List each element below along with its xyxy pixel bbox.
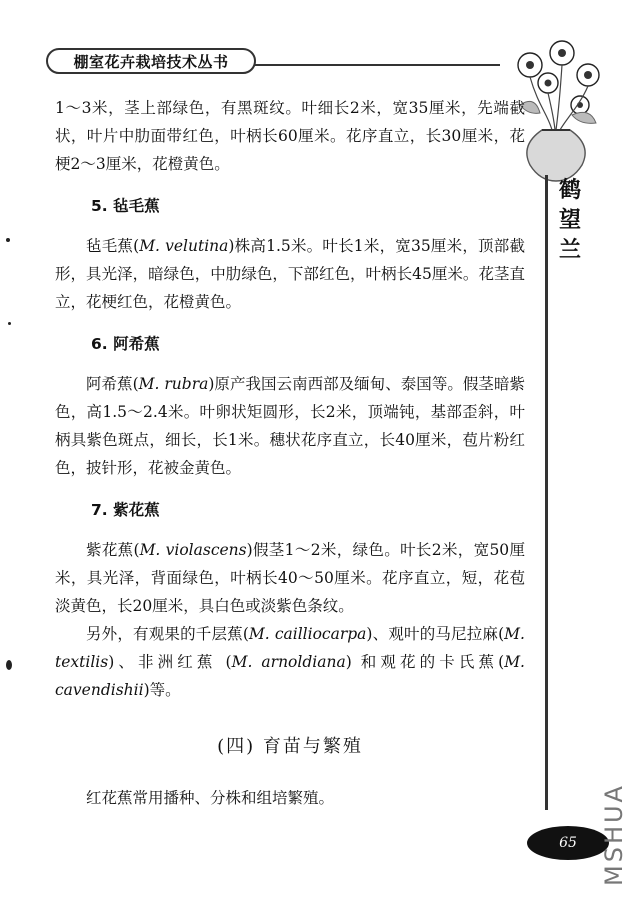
- latin-name: M. rubra: [138, 375, 209, 393]
- header-rule: [254, 64, 500, 66]
- section-title: (四) 育苗与繁殖: [217, 736, 363, 757]
- side-title-char: 鹤: [558, 178, 581, 203]
- closing-paragraph: 红花蕉常用播种、分株和组培繁殖。: [86, 789, 335, 807]
- latin-name: M. cavendishii: [55, 653, 525, 699]
- scan-speck: [6, 660, 12, 670]
- series-title: 棚室花卉栽培技术丛书: [46, 48, 256, 74]
- latin-name: M. textilis: [55, 625, 525, 671]
- side-title-char: 兰: [558, 238, 581, 263]
- section-heading: 7. 紫花蕉: [91, 501, 160, 519]
- side-title-char: 望: [558, 208, 581, 233]
- scan-speck: [8, 322, 11, 325]
- section-heading: 5. 毡毛蕉: [91, 197, 160, 215]
- watermark: MSHUA: [600, 783, 628, 887]
- other-species-paragraph: 另外，有观果的千层蕉(M. cailliocarpa)、观叶的马尼拉麻(M. textilis)、非洲红蕉 (M. arnoldiana) 和观花的卡氏蕉(M. cavendishii)等。: [55, 625, 525, 699]
- section-heading: 6. 阿希蕉: [91, 335, 160, 353]
- section-paragraph: 阿希蕉(M. rubra)原产我国云南西部及缅甸、泰国等。假茎暗紫色，高1.5～2.4米。叶卵状矩圆形，长2米，顶端钝，基部歪斜，叶柄具紫色斑点，细长，长1米。穗状花序直立，长40厘米，苞片粉红色，披针形，花被金黄色。: [55, 375, 525, 477]
- page-number: 65: [527, 826, 609, 860]
- latin-name: M. arnoldiana: [231, 653, 346, 671]
- page-body: [55, 94, 525, 812]
- latin-name: M. violascens: [139, 541, 247, 559]
- side-chapter-title: [556, 176, 584, 266]
- latin-name: M. velutina: [139, 237, 229, 255]
- section-paragraph: 紫花蕉(M. violascens)假茎1～2米，绿色。叶长2米，宽50厘米，具光泽，背面绿色，叶柄长40～50厘米。花序直立，短，花苞淡黄色，长20厘米，具白色或淡紫色条纹。: [55, 541, 526, 615]
- latin-name: M. cailliocarpa: [248, 625, 367, 643]
- section-paragraph: 毡毛蕉(M. velutina)株高1.5米。叶长1米，宽35厘米，顶部截形，具光泽，暗绿色，中肋绿色，下部红色，叶柄长45厘米。花茎直立，花梗红色，花橙黄色。: [55, 237, 525, 311]
- scan-speck: [6, 238, 10, 242]
- intro-paragraph: 1～3米，茎上部绿色，有黑斑纹。叶细长2米，宽35厘米，先端截状，叶片中肋面带红色，叶柄长60厘米。花序直立，长30厘米，花梗2～3厘米，花橙黄色。: [55, 99, 525, 173]
- side-rule: [545, 175, 548, 810]
